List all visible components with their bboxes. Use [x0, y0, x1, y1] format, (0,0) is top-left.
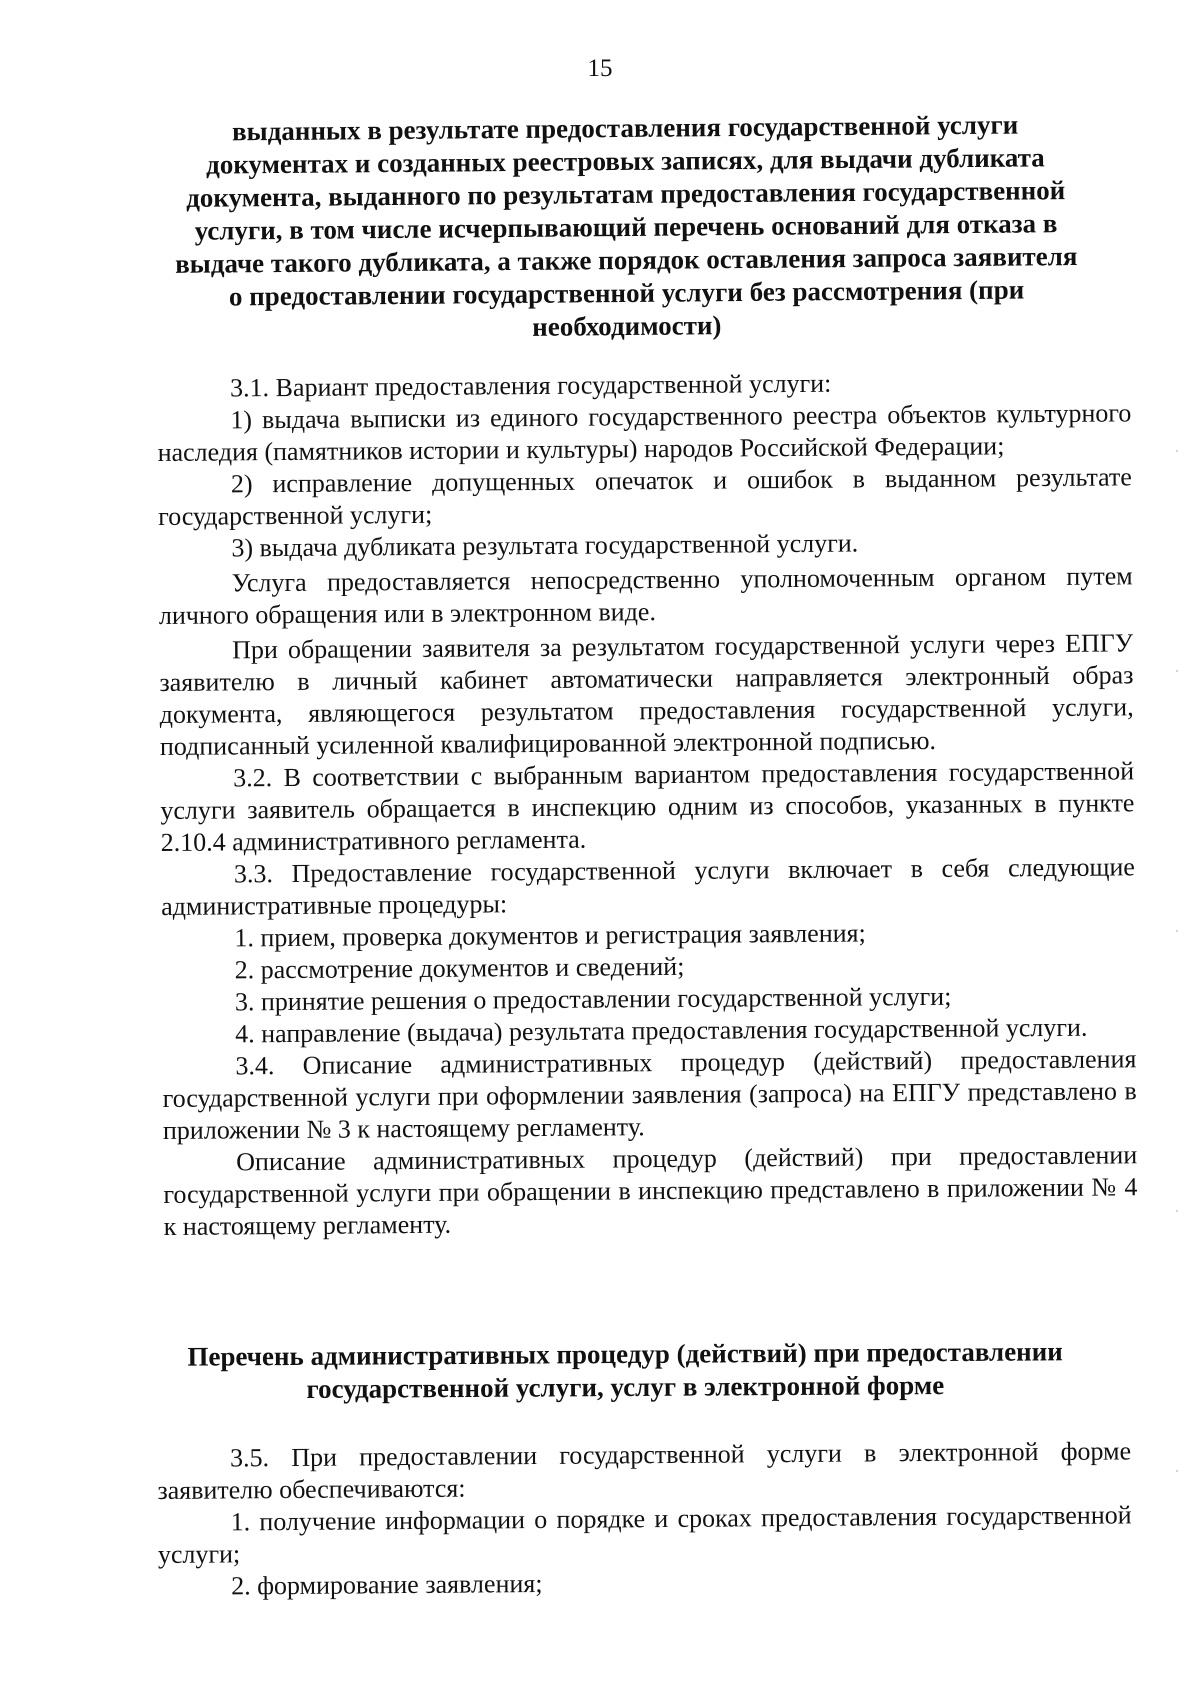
- paragraph-3-2: 3.2. В соответствии с выбранным вариантом предоставления государственной услуги заявитель обращается в инспекцию одним из способов, указанных в пункте 2.10.4 административного регламента.: [160, 756, 1135, 857]
- heading-line: документах и созданных реестровых записях, для выдачи дубликата: [205, 142, 1045, 180]
- list-item: 2. рассмотрение документов и сведений;: [234, 951, 685, 985]
- paragraph-3-5-intro: 3.5. При предоставлении государственной услуги в электронной форме заявителю обеспечиваются:: [157, 1436, 1132, 1505]
- paragraph: При обращении заявителя за результатом государственной услуги через ЕПГУ заявителю в личный кабинет автоматически направляется электронный образ документа, являющегося результатом предоставления государственной услуги, подписанный усиленной квалифицированной электронной подписью.: [159, 628, 1134, 761]
- heading-line: выданных в результате предоставления государственной услуги: [231, 109, 1019, 147]
- heading-line: государственной услуги, услуг в электронной форме: [306, 1370, 945, 1404]
- section-heading-procedures: [150, 1335, 1100, 1407]
- list-item: 1) выдача выписки из единого государственного реестра объектов культурного наследия (памятников истории и культуры) народов Российской Федерации;: [157, 398, 1132, 467]
- list-item: 2. формирование заявления;: [231, 1568, 543, 1601]
- list-item: 3. принятие решения о предоставлении государственной услуги;: [234, 981, 952, 1017]
- list-item: 4. направление (выдача) результата предоставления государственной услуги.: [235, 1012, 1088, 1049]
- heading-line: документа, выданного по результатам предоставления государственной: [186, 175, 1066, 213]
- paragraph-3-3-intro: 3.3. Предоставление государственной услуги включает в себя следующие административные процедуры:: [161, 852, 1136, 921]
- paragraph-3-1-title: 3.1. Вариант предоставления государственной услуги:: [230, 368, 832, 403]
- section-heading-duplicate: [150, 108, 1102, 347]
- page-number: 15: [587, 55, 613, 82]
- list-item: 2) исправление допущенных опечаток и ошибок в выданном результате государственной услуги;: [158, 462, 1132, 531]
- scan-noise: [1176, 450, 1178, 1550]
- body-text-electronic: [157, 1435, 1132, 1603]
- heading-line: услуги, в том числе исчерпывающий перечень оснований для отказа в: [194, 208, 1058, 246]
- list-item: 1. прием, проверка документов и регистрация заявления;: [234, 918, 866, 953]
- paragraph: Описание административных процедур (действий) при предоставлении государственной услуги при обращении в инспекцию представлено в приложении № 4 к настоящему регламенту.: [163, 1140, 1138, 1241]
- list-item: 3) выдача дубликата результата государственной услуги.: [231, 528, 859, 563]
- body-text-main: [157, 365, 1138, 1243]
- heading-line: Перечень административных процедур (действий) при предоставлении: [187, 1336, 1063, 1372]
- heading-line: необходимости): [532, 310, 722, 342]
- paragraph: Услуга предоставляется непосредственно уполномоченным органом путем личного обращения или в электронном виде.: [158, 561, 1133, 630]
- heading-line: о предоставлении государственной услуги без рассмотрения (при: [228, 274, 1025, 312]
- heading-line: выдаче такого дубликата, а также порядок оставления запроса заявителя: [175, 241, 1078, 279]
- paragraph-3-4: 3.4. Описание административных процедур (действий) предоставления государственной услуги при оформлении заявления (запроса) на ЕПГУ представлено в приложении № 3 к настоящему регламенту.: [162, 1044, 1137, 1145]
- list-item: 1. получение информации о порядке и сроках предоставления государственной услуги;: [157, 1500, 1132, 1569]
